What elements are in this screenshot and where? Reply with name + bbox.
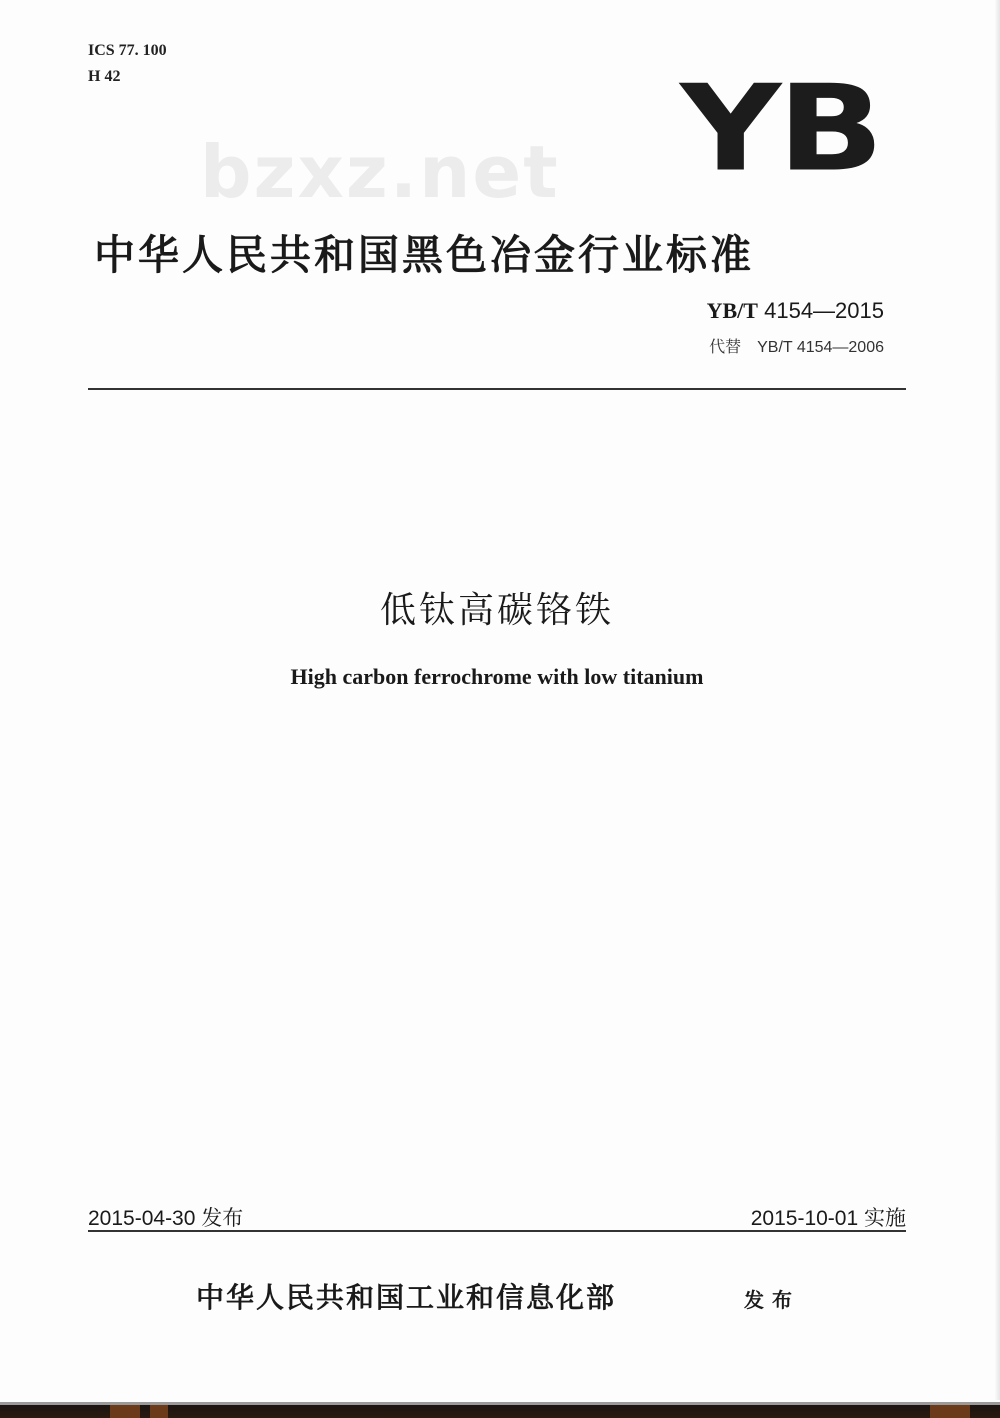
issuing-action: 发布	[744, 1288, 800, 1312]
replaces-number: YB/T 4154—2006	[757, 339, 884, 356]
issue-date: 2015-04-30 发布	[88, 1207, 244, 1230]
replaces-standard	[709, 334, 884, 357]
top-divider	[88, 388, 906, 390]
scan-edge-bar	[0, 1402, 1000, 1418]
document-title-english: High carbon ferrochrome with low titanium	[290, 664, 704, 689]
ics-code: ICS 77. 100	[88, 42, 167, 59]
standard-number-prefix: YB/T	[706, 298, 758, 323]
page-edge-shadow	[994, 0, 1000, 1400]
bottom-divider	[88, 1230, 906, 1232]
classification-codes	[88, 38, 167, 90]
issuing-authority: 中华人民共和国工业和信息化部	[196, 1281, 617, 1314]
scan-artifact	[150, 1405, 168, 1418]
standard-number-value: 4154—2015	[764, 298, 884, 323]
scan-artifact	[110, 1405, 140, 1418]
document-title-chinese: 低钛高碳铬铁	[379, 590, 614, 631]
implementation-date: 2015-10-01 实施	[750, 1207, 906, 1230]
replaces-label: 代替	[709, 339, 742, 356]
scan-artifact	[930, 1405, 970, 1418]
watermark-text: bzxz.net	[200, 130, 560, 214]
ccs-code: H 42	[88, 68, 121, 85]
industry-standard-title: 中华人民共和国黑色冶金行业标准	[94, 231, 754, 279]
standard-number	[707, 298, 884, 324]
yb-logo: YB	[680, 59, 881, 199]
